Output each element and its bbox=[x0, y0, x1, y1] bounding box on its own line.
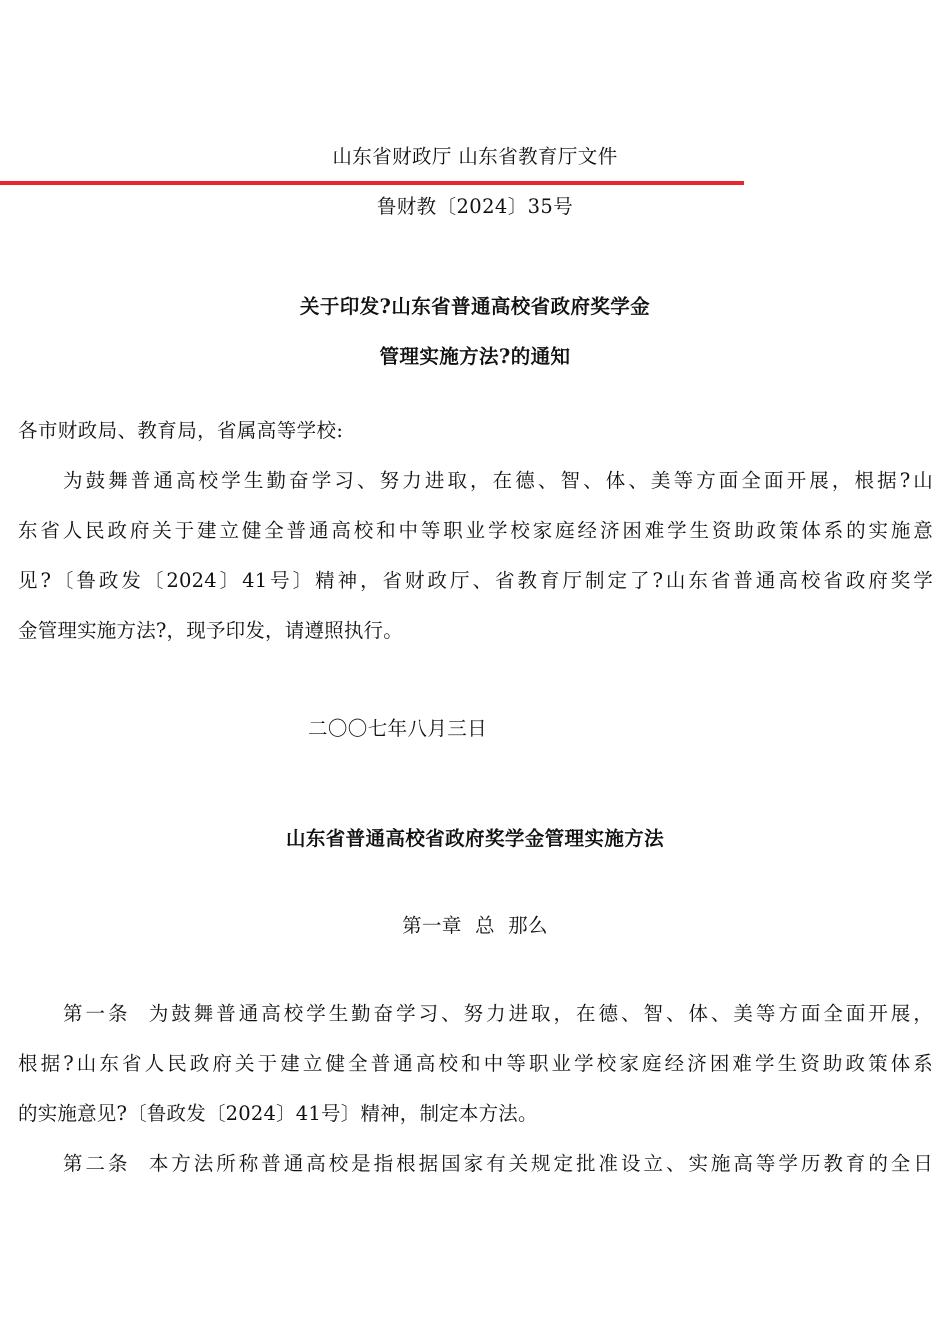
notice-title-line-2: 管理实施方法?的通知 bbox=[379, 345, 571, 368]
issuer-heading: 山东省财政厅 山东省教育厅文件 bbox=[332, 145, 618, 168]
notice-body-line-1: 为鼓舞普通高校学生勤奋学习、努力进取，在德、智、体、美等方面全面开展，根据?山 bbox=[63, 469, 933, 492]
article-2-line-1: 第二条 本方法所称普通高校是指根据国家有关规定批准设立、实施高等学历教育的全日 bbox=[63, 1152, 933, 1175]
salutation: 各市财政局、教育局，省属高等学校: bbox=[18, 419, 344, 442]
chapter-heading: 第一章 总 那么 bbox=[402, 914, 548, 937]
notice-body-line-4: 金管理实施方法?，现予印发，请遵照执行。 bbox=[18, 619, 403, 642]
document-number: 鲁财教〔2024〕35号 bbox=[376, 195, 574, 218]
notice-date: 二〇〇七年八月三日 bbox=[308, 717, 488, 740]
red-header-rule bbox=[0, 181, 744, 185]
article-1-line-2: 根据?山东省人民政府关于建立健全普通高校和中等职业学校家庭经济困难学生资助政策体系 bbox=[18, 1052, 933, 1075]
notice-title-line-1: 关于印发?山东省普通高校省政府奖学金 bbox=[299, 295, 651, 318]
notice-body-line-3: 见?〔鲁政发〔2024〕41号〕精神，省财政厅、省教育厅制定了?山东省普通高校省政府奖学 bbox=[18, 569, 933, 592]
article-1-line-1: 第一条 为鼓舞普通高校学生勤奋学习、努力进取，在德、智、体、美等方面全面开展， bbox=[63, 1002, 933, 1025]
article-1-line-3: 的实施意见?〔鲁政发〔2024〕41号〕精神，制定本方法。 bbox=[18, 1102, 538, 1125]
notice-body-line-2: 东省人民政府关于建立健全普通高校和中等职业学校家庭经济困难学生资助政策体系的实施意 bbox=[18, 519, 933, 542]
regulation-title: 山东省普通高校省政府奖学金管理实施方法 bbox=[285, 827, 665, 850]
